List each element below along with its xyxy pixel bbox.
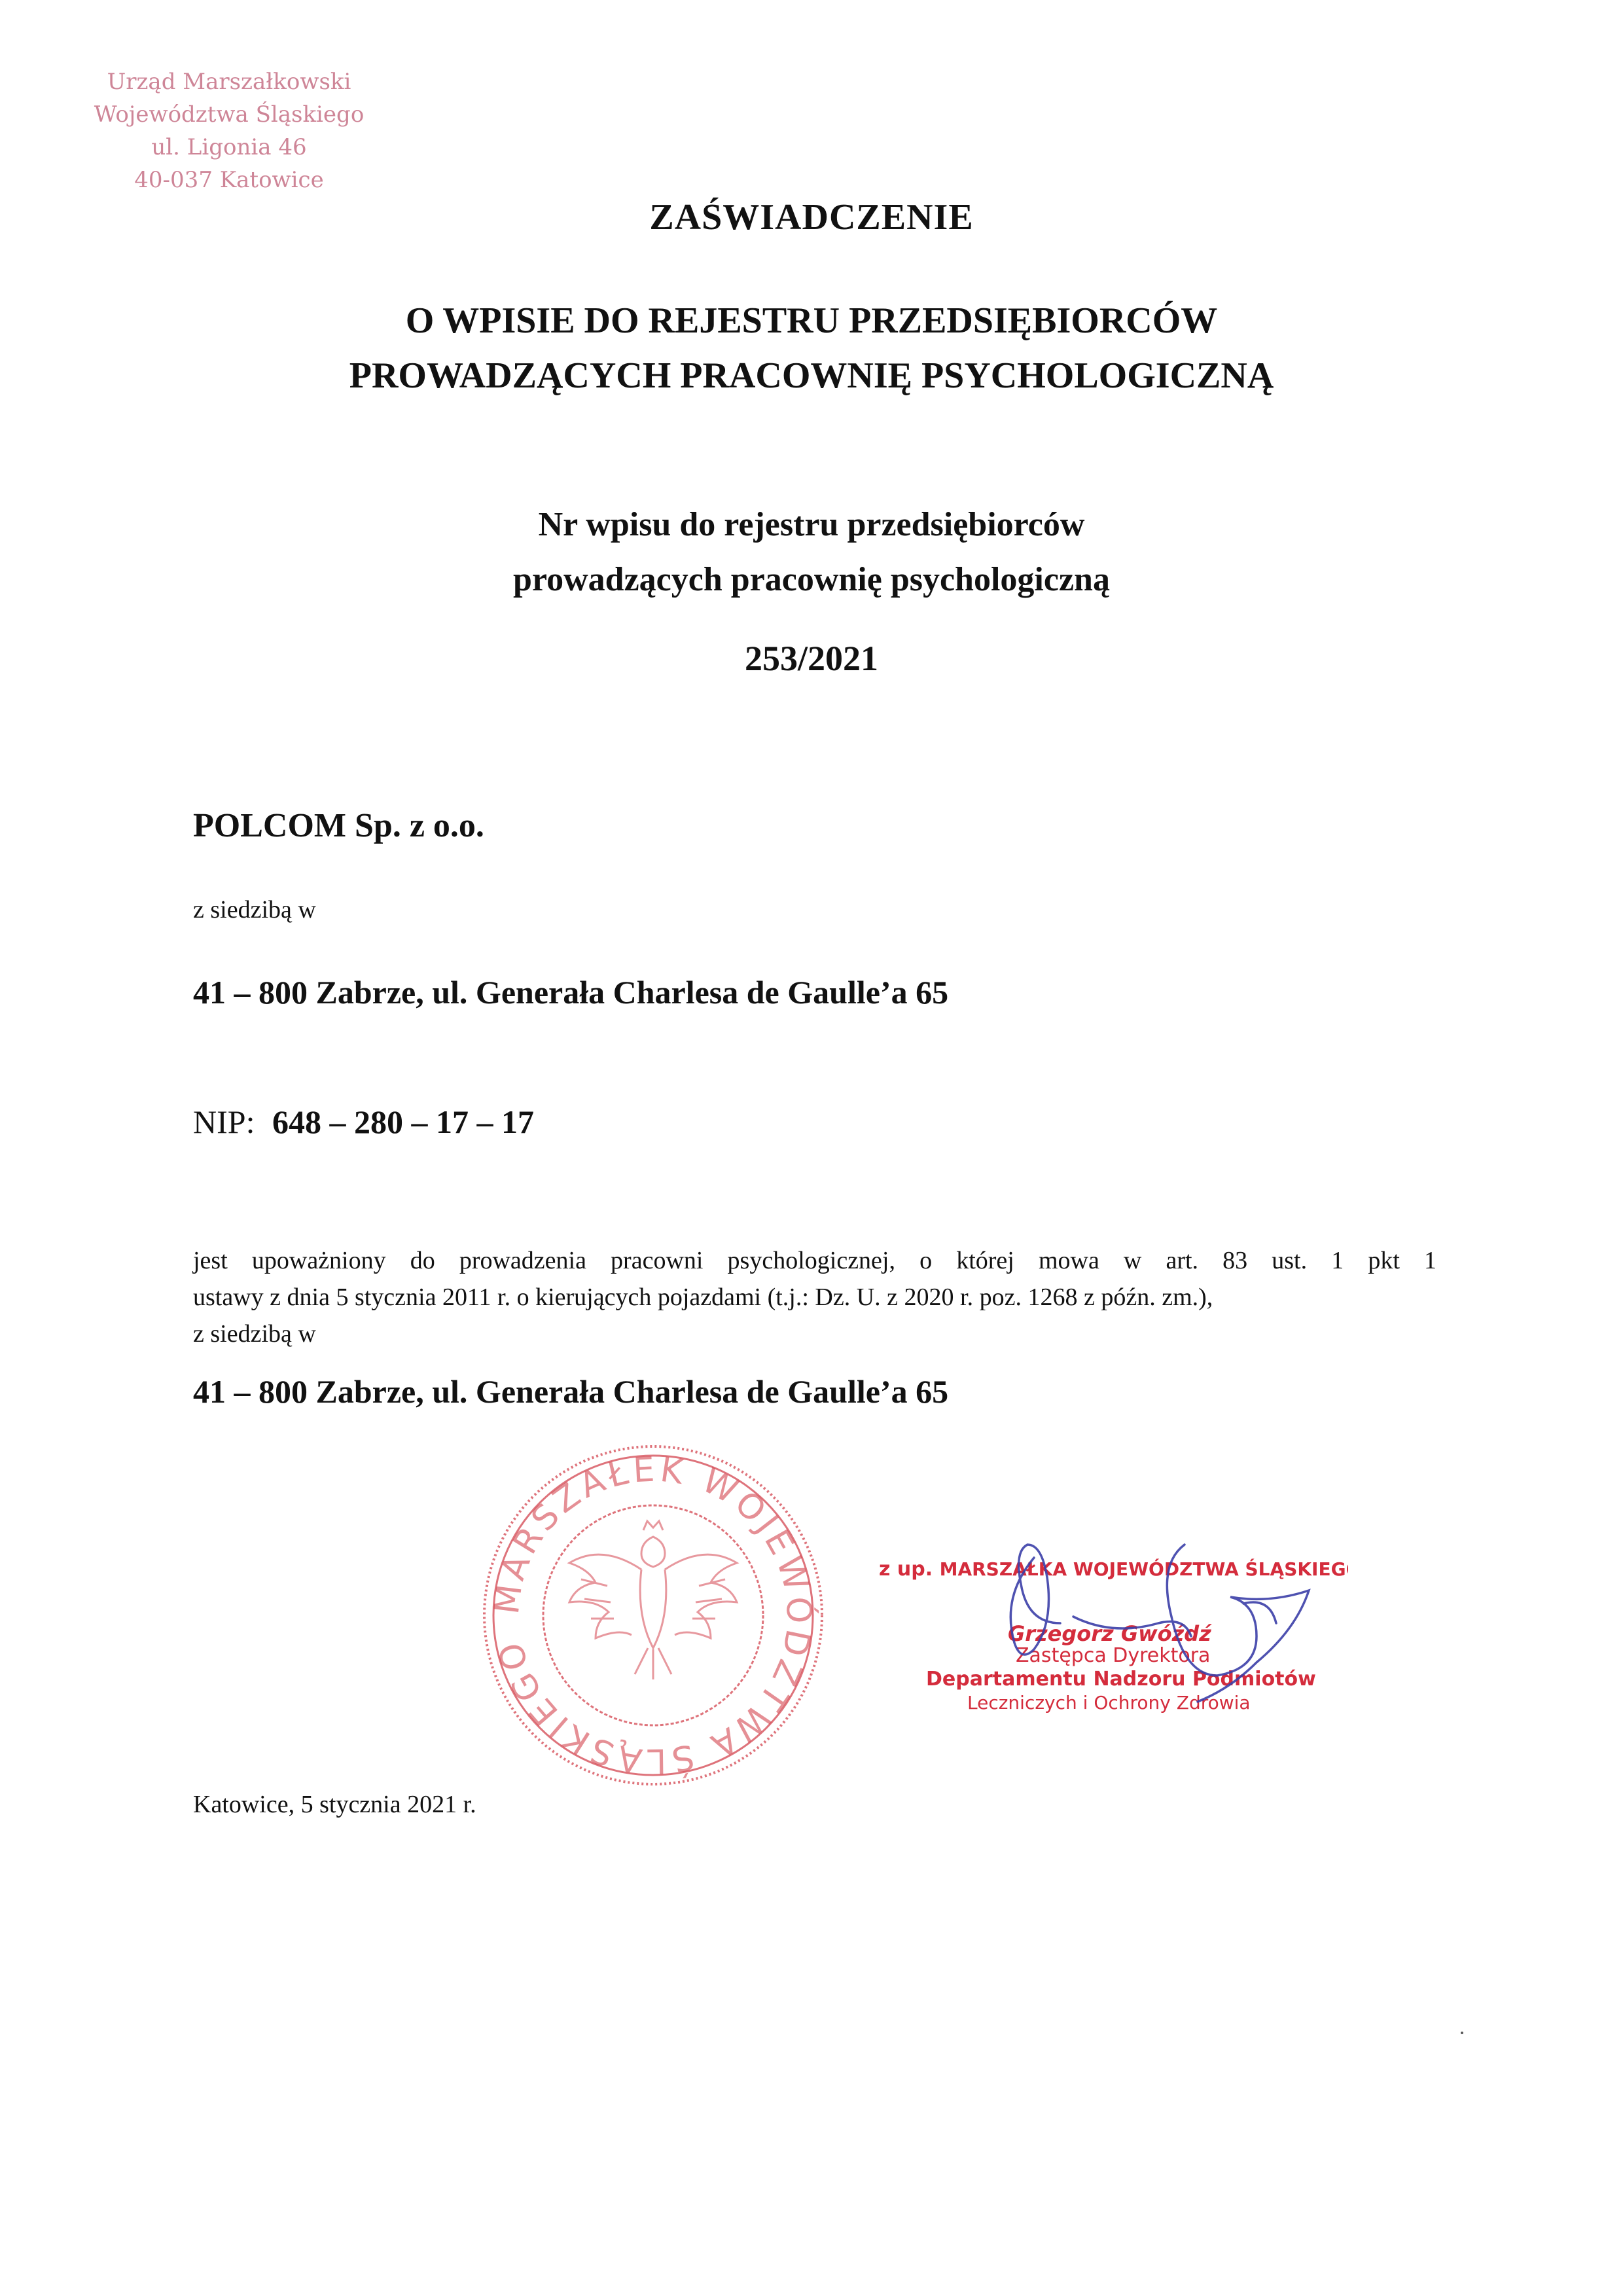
registry-heading-line: prowadzących pracownię psychologiczną bbox=[513, 561, 1110, 598]
practice-address: 41 – 800 Zabrze, ul. Generała Charlesa de Gaulle’a 65 bbox=[193, 1373, 949, 1410]
nip-row bbox=[193, 1103, 534, 1141]
registry-heading-line: Nr wpisu do rejestru przedsiębiorców bbox=[538, 506, 1085, 543]
place-and-date: Katowice, 5 stycznia 2021 r. bbox=[193, 1791, 476, 1818]
stamp-line: ul. Ligonia 46 bbox=[151, 134, 307, 160]
stamp-line: Urząd Marszałkowski bbox=[107, 69, 351, 95]
signature-block bbox=[877, 1525, 1348, 1761]
svg-text:Leczniczych i Ochrony Zdrowia: Leczniczych i Ochrony Zdrowia bbox=[967, 1692, 1251, 1713]
svg-text:Zastępca Dyrektora: Zastępca Dyrektora bbox=[1016, 1644, 1211, 1667]
stamp-line: 40-037 Katowice bbox=[134, 167, 324, 193]
svg-text:Departamentu Nadzoru Podmiotów: Departamentu Nadzoru Podmiotów bbox=[926, 1668, 1316, 1691]
scan-artifact-dot bbox=[1461, 2032, 1463, 2034]
svg-text:z up. MARSZAŁKA WOJEWÓDZTWA ŚL: z up. MARSZAŁKA WOJEWÓDZTWA ŚLĄSKIEGO bbox=[879, 1558, 1348, 1581]
signature-graphic bbox=[877, 1525, 1348, 1761]
authorization-line: ustawy z dnia 5 stycznia 2011 r. o kierujących pojazdami (t.j.: Dz. U. z 2020 r. poz. 1268 z późn. zm.), bbox=[193, 1283, 1213, 1311]
office-address-stamp bbox=[65, 65, 393, 196]
registry-number: 253/2021 bbox=[744, 639, 878, 678]
nip-value: 648 – 280 – 17 – 17 bbox=[272, 1103, 534, 1140]
svg-text:MARSZAŁEK WOJEWÓDZTWA ŚLĄSKIEG: MARSZAŁEK WOJEWÓDZTWA ŚLĄSKIEGO bbox=[487, 1450, 819, 1781]
eagle-emblem-icon bbox=[569, 1521, 737, 1679]
subtitle-line: O WPISIE DO REJESTRU PRZEDSIĘBIORCÓW bbox=[405, 300, 1218, 341]
stamp-line: Województwa Śląskiego bbox=[94, 101, 365, 128]
authorization-paragraph bbox=[193, 1242, 1436, 1352]
svg-text:Grzegorz Gwóźdź: Grzegorz Gwóźdź bbox=[1008, 1621, 1211, 1646]
document-subtitle bbox=[0, 293, 1623, 403]
document-title: ZAŚWIADCZENIE bbox=[649, 197, 974, 238]
subtitle-line: PROWADZĄCYCH PRACOWNIĘ PSYCHOLOGICZNĄ bbox=[349, 355, 1274, 396]
seat-label: z siedzibą w bbox=[193, 896, 316, 924]
nip-label: NIP: bbox=[193, 1103, 255, 1140]
company-address: 41 – 800 Zabrze, ul. Generała Charlesa de Gaulle’a 65 bbox=[193, 974, 949, 1011]
registry-heading bbox=[0, 497, 1623, 607]
official-round-seal bbox=[476, 1439, 830, 1792]
seal-graphic bbox=[476, 1439, 830, 1792]
authorization-line: jest upoważniony do prowadzenia pracowni psychologicznej, o której mowa w art. 83 ust. 1 pkt 1 bbox=[193, 1247, 1436, 1274]
authorization-line: z siedzibą w bbox=[193, 1320, 316, 1348]
company-name: POLCOM Sp. z o.o. bbox=[193, 807, 484, 844]
